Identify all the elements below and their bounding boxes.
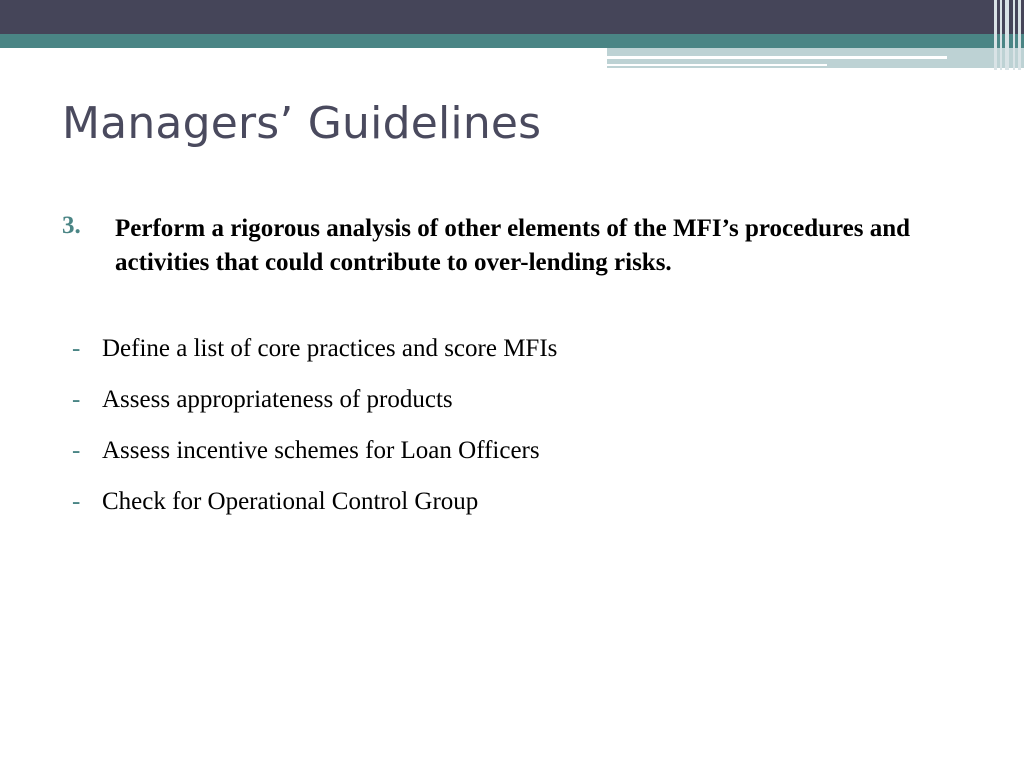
bullet-text: Assess appropriateness of products <box>102 386 453 413</box>
bullet-dash: - <box>72 335 81 362</box>
stripe <box>1018 0 1021 70</box>
header-stripes <box>994 0 1024 70</box>
header-line-white <box>607 56 947 59</box>
bullet-dash: - <box>72 437 81 464</box>
header-band-dark <box>0 0 1024 34</box>
bullet-text: Assess incentive schemes for Loan Officers <box>102 437 540 464</box>
bullet-list <box>72 332 557 536</box>
header-band-teal <box>0 34 1024 48</box>
bullet-text: Define a list of core practices and score MFIs <box>102 335 558 362</box>
header-line-white-short <box>607 64 827 66</box>
bullet-dash: - <box>72 488 81 515</box>
bullet-item <box>72 383 557 434</box>
item-number: 3. <box>62 212 81 239</box>
bullet-dash: - <box>72 386 81 413</box>
bullet-item <box>72 434 557 485</box>
bullet-item <box>72 332 557 383</box>
bullet-item <box>72 485 557 536</box>
stripe <box>1000 0 1002 70</box>
stripe <box>994 0 997 70</box>
stripe <box>1005 0 1009 70</box>
item-text: Perform a rigorous analysis of other elements of the MFI’s procedures and activities that could contribute to over-lending risks. <box>115 215 911 276</box>
stripe <box>1013 0 1015 70</box>
bullet-text: Check for Operational Control Group <box>102 488 479 515</box>
slide-title: Managers’ Guidelines <box>62 98 542 149</box>
